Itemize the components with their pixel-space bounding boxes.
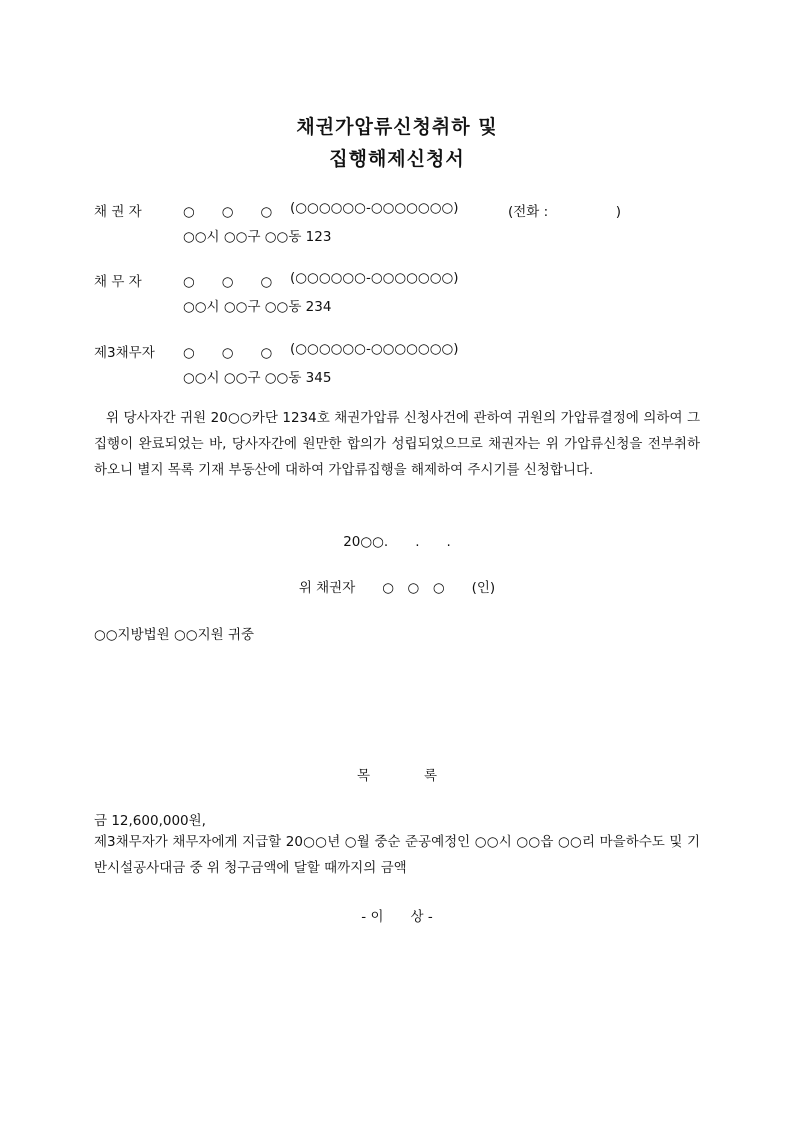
creditor-signature-line: 위 채권자 ○ ○ ○ (인)	[298, 580, 496, 596]
list-amount: 금 12,600,000원,	[94, 813, 206, 829]
creditor-phone: (전화 : )	[508, 204, 621, 220]
debtor-address: ○○시 ○○구 ○○동 234	[183, 299, 332, 315]
request-date: 20○○. . .	[343, 534, 451, 550]
debtor-label: 채 무 자	[94, 274, 142, 290]
document-title-line2: 집행해제신청서	[329, 148, 465, 170]
third-party-name: ○ ○ ○	[183, 345, 273, 361]
end-mark: - 이 상 -	[361, 909, 433, 925]
creditor-name: ○ ○ ○	[183, 204, 273, 220]
debtor-id: (○○○○○○-○○○○○○○)	[290, 270, 459, 286]
document-title-line1: 채권가압류신청취하 및	[296, 116, 498, 138]
creditor-id: (○○○○○○-○○○○○○○)	[290, 200, 459, 216]
third-party-address: ○○시 ○○구 ○○동 345	[183, 370, 332, 386]
request-paragraph: 위 당사자간 귀원 20○○카단 1234호 채권가압류 신청사건에 관하여 귀원의 가압류결정에 의하여 그 집행이 완료되었는 바, 당사자간에 원만한 합의가 성립되었으므로 채권자는 위 가압류신청을 전부취하하오니 별지 목록 기재 부동산에 대하여 가압류집행을 해제하여 주시기를 신청합니다.	[94, 410, 700, 478]
list-description: 제3채무자가 채무자에게 지급할 20○○년 ○월 중순 준공예정인 ○○시 ○○읍 ○○리 마을하수도 및 기반시설공사대금 중 위 청구금액에 달할 때까지의 금액	[94, 834, 700, 876]
list-heading: 목 록	[356, 768, 438, 784]
third-party-label: 제3채무자	[94, 345, 155, 361]
debtor-name: ○ ○ ○	[183, 274, 273, 290]
court-addressee: ○○지방법원 ○○지원 귀중	[94, 627, 255, 643]
third-party-id: (○○○○○○-○○○○○○○)	[290, 341, 459, 357]
creditor-address: ○○시 ○○구 ○○동 123	[183, 229, 332, 245]
creditor-label: 채 권 자	[94, 204, 142, 220]
